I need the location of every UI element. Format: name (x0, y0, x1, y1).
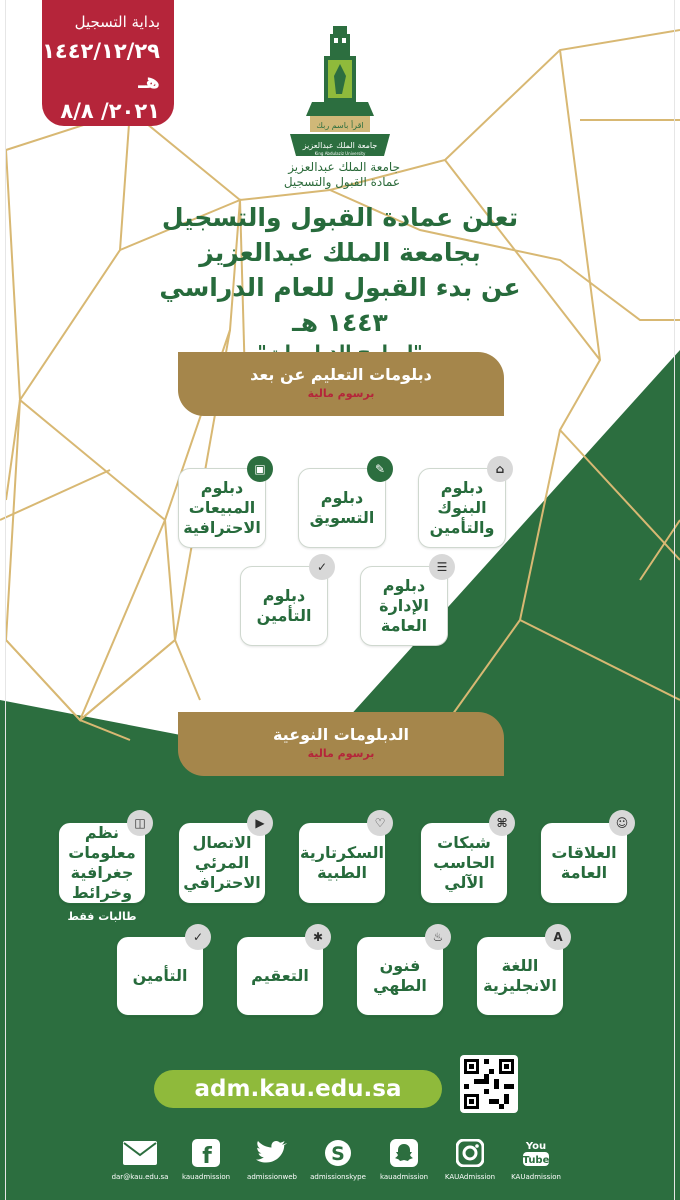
card-label: دبلوم التسويق (309, 488, 375, 527)
facebook-icon (176, 1138, 236, 1168)
qr-code-pattern (464, 1059, 514, 1109)
people-icon: ☺ (609, 810, 635, 836)
svg-text:اقرأ باسم ربك: اقرأ باسم ربك (316, 121, 364, 130)
social-twitter[interactable] (242, 1138, 302, 1182)
deanship-name: عمادة القبول والتسجيل (283, 175, 400, 189)
skype-icon (308, 1138, 368, 1168)
quality-diplomas-fees: برسوم مالية (307, 747, 375, 760)
diploma-card-marketing[interactable] (298, 462, 386, 548)
distance-diplomas-header (178, 352, 504, 416)
stethoscope-icon: ♡ (367, 810, 393, 836)
social-facebook[interactable] (176, 1138, 236, 1182)
svg-text:You: You (525, 1141, 547, 1152)
social-label: KAUAdmission (444, 1173, 496, 1181)
website-link[interactable]: adm.kau.edu.sa (154, 1070, 442, 1108)
diploma-card-medical-secretary[interactable] (298, 816, 386, 904)
translate-icon: A (545, 924, 571, 950)
shield-icon: ✓ (309, 554, 335, 580)
social-label: admissionweb (247, 1173, 297, 1181)
network-icon: ⌘ (489, 810, 515, 836)
card-label: دبلوم الإدارة العامة (379, 576, 429, 635)
left-frame-line (5, 0, 6, 1200)
headline-line-3: عن بدء القبول للعام الدراسي ١٤٤٣ هـ (159, 273, 521, 337)
diploma-card-sterilization[interactable] (236, 930, 324, 1016)
card-label: دبلوم البنوك والتأمين (429, 478, 495, 537)
video-camera-icon: ▶ (247, 810, 273, 836)
right-frame-line (674, 0, 675, 1200)
social-mail[interactable] (110, 1138, 170, 1182)
social-skype[interactable] (308, 1138, 368, 1182)
card-label: التأمين (132, 966, 188, 985)
sanitize-icon: ✱ (305, 924, 331, 950)
diploma-card-networks[interactable] (420, 816, 508, 904)
card-label: اللغة الانجليزية (483, 956, 557, 995)
youtube-icon (506, 1138, 566, 1168)
svg-text:جامعة الملك عبدالعزيز: جامعة الملك عبدالعزيز (302, 141, 378, 150)
gregorian-date: ٢٠٢١/ ٨/٨ م (60, 99, 160, 153)
female-only-note: طالبات فقط (67, 910, 137, 923)
social-snapchat[interactable] (374, 1138, 434, 1182)
diploma-card-gis[interactable] (58, 816, 146, 904)
diploma-card-insurance-2[interactable] (116, 930, 204, 1016)
presentation-icon: ▣ (247, 456, 273, 482)
social-label: KAUadmission (511, 1173, 561, 1181)
svg-text:f: f (202, 1144, 212, 1167)
distance-diplomas-title: دبلومات التعليم عن بعد (250, 365, 432, 384)
social-media-bar (110, 1138, 570, 1188)
card-label: التعقيم (251, 966, 309, 985)
diploma-card-visual-communication[interactable] (178, 816, 266, 904)
card-label: نظم معلومات جغرافية وخرائط (68, 823, 136, 902)
distance-diplomas-fees: برسوم مالية (307, 387, 375, 400)
registration-date-badge (42, 0, 174, 153)
bank-icon: ⌂ (487, 456, 513, 482)
twitter-icon (242, 1138, 302, 1168)
diploma-card-insurance[interactable] (240, 560, 328, 646)
card-label: شبكات الحاسب الآلي (433, 833, 495, 892)
university-logo (286, 24, 394, 160)
diploma-card-banking[interactable] (418, 462, 506, 548)
headline-line-1: تعلن عمادة القبول والتسجيل (161, 203, 519, 232)
quality-diplomas-header (178, 712, 504, 776)
hijri-date: ١٤٤٢/١٢/٢٩ هـ (42, 39, 160, 93)
mail-icon (110, 1138, 170, 1168)
social-label: kauadmission (181, 1173, 231, 1181)
quality-diplomas-title: الدبلومات النوعية (272, 725, 410, 744)
social-instagram[interactable] (440, 1138, 500, 1182)
qr-code[interactable] (460, 1055, 518, 1113)
logo-subtitle (270, 160, 400, 190)
snapchat-icon (374, 1138, 434, 1168)
diploma-card-english[interactable] (476, 930, 564, 1016)
svg-text:King Abdulaziz University: King Abdulaziz University (314, 151, 366, 156)
headline-line-2: بجامعة الملك عبدالعزيز (199, 238, 481, 267)
card-label: دبلوم المبيعات الاحترافية (183, 478, 261, 537)
svg-text:S: S (331, 1143, 345, 1165)
university-name: جامعة الملك عبدالعزيز (288, 160, 400, 174)
diploma-card-public-admin[interactable] (360, 560, 448, 646)
map-icon: ◫ (127, 810, 153, 836)
diploma-card-sales[interactable] (178, 462, 266, 548)
registration-label: بداية التسجيل (74, 13, 160, 31)
social-youtube[interactable] (506, 1138, 566, 1182)
svg-text:Tube: Tube (522, 1155, 550, 1166)
instagram-icon (440, 1138, 500, 1168)
card-label: دبلوم التأمين (256, 586, 312, 625)
card-label: السكرتارية الطبية (300, 843, 384, 882)
announcement-headline (130, 200, 550, 366)
diploma-card-public-relations[interactable] (540, 816, 629, 904)
social-label: kauadmission (379, 1173, 429, 1181)
card-label: الاتصال المرئي الاحترافي (183, 833, 261, 892)
cooking-pot-icon: ♨ (425, 924, 451, 950)
social-label: admissionskype (310, 1173, 366, 1181)
shield-icon: ✓ (185, 924, 211, 950)
megaphone-icon: ✎ (367, 456, 393, 482)
clipboard-icon: ☰ (429, 554, 455, 580)
card-label: فنون الطهي (373, 956, 427, 995)
diploma-card-culinary[interactable] (356, 930, 444, 1016)
social-label: dar@kau.edu.sa (111, 1173, 169, 1181)
card-label: العلاقات العامة (551, 843, 617, 882)
